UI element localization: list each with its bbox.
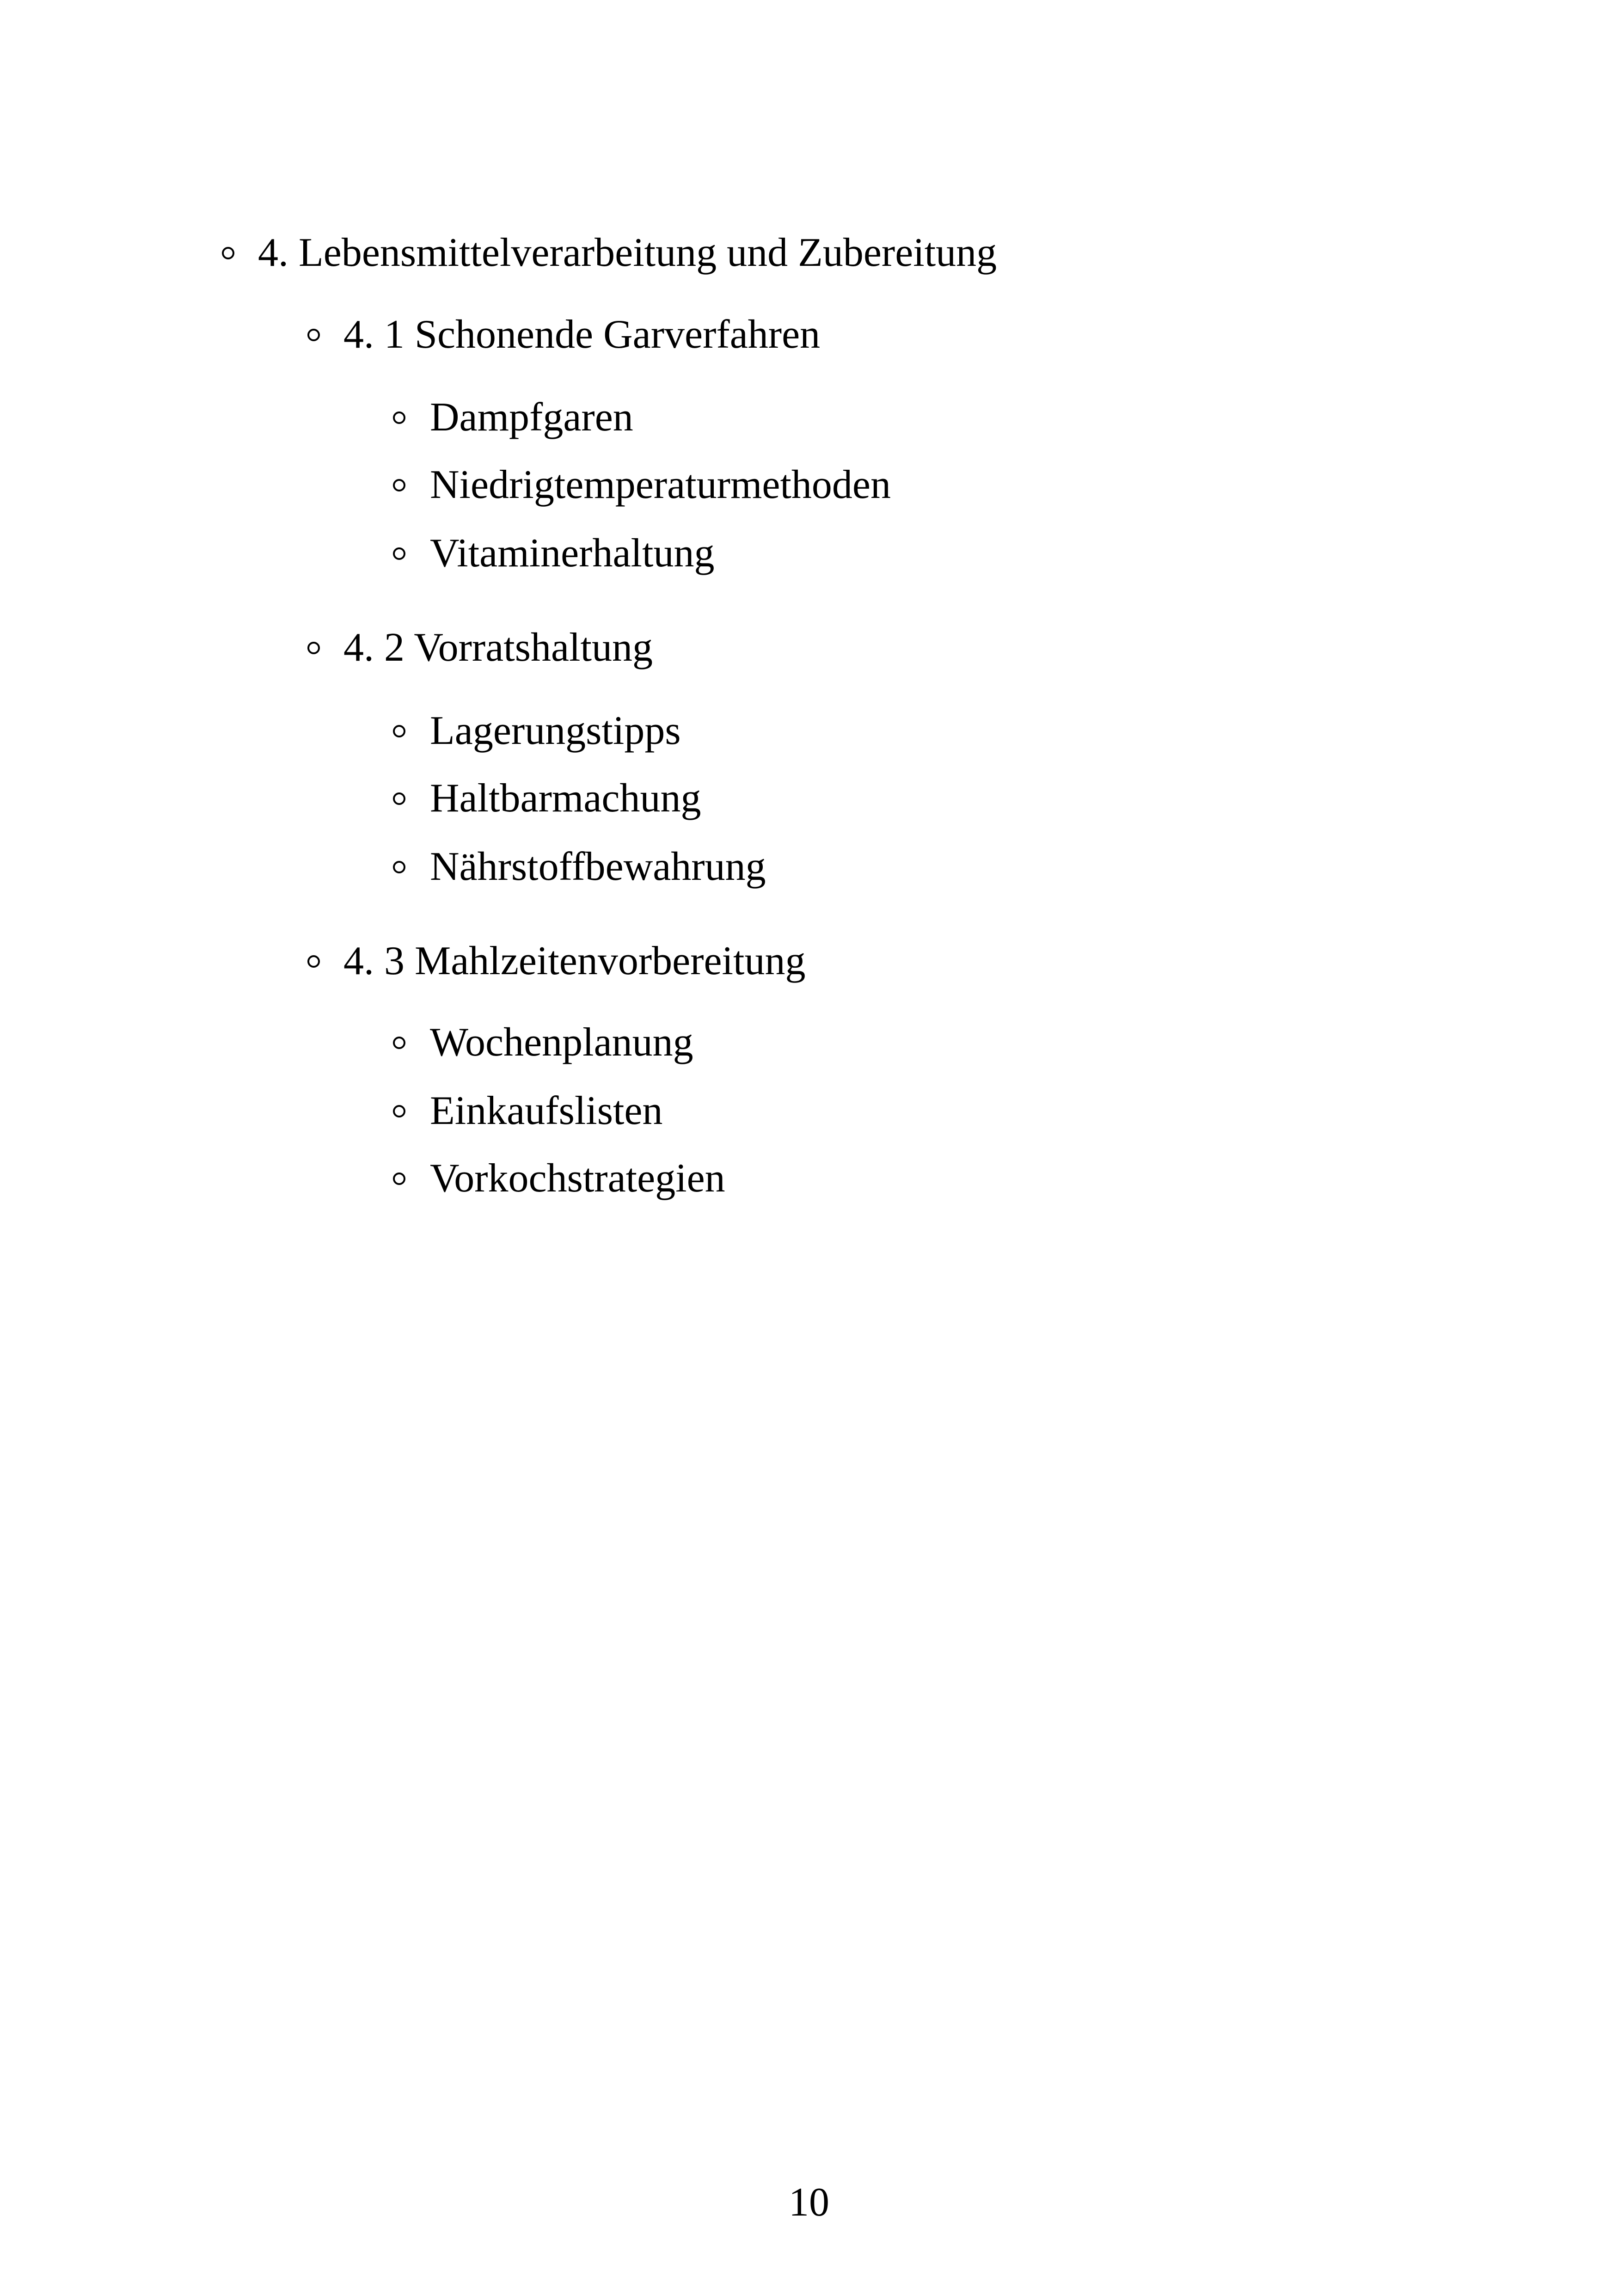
bullet-icon [307, 642, 320, 654]
list-item: Einkaufslisten [430, 1088, 663, 1133]
subsection-title: 4. 3 Mahlzeitenvorbereitung [343, 939, 806, 983]
bullet-icon [307, 329, 320, 341]
bullet-icon [393, 1105, 405, 1117]
list-item: Wochenplanung [430, 1020, 693, 1065]
bullet-icon [307, 955, 320, 968]
section-title: 4. Lebensmittelverarbeitung und Zubereitung [258, 230, 997, 275]
bullet-icon [222, 247, 234, 259]
bullet-icon [393, 861, 405, 873]
bullet-icon [393, 547, 405, 560]
bullet-icon [393, 1037, 405, 1049]
list-item: Nährstoffbewahrung [430, 844, 766, 889]
list-item: Vorkochstrategien [430, 1156, 725, 1201]
list-item: Niedrigtemperaturmethoden [430, 462, 891, 507]
list-item: Dampfgaren [430, 395, 633, 440]
bullet-icon [393, 792, 405, 805]
page-number: 10 [789, 2180, 829, 2225]
bullet-icon [393, 479, 405, 491]
bullet-icon [393, 725, 405, 737]
list-item: Lagerungstipps [430, 708, 681, 753]
subsection-title: 4. 1 Schonende Garverfahren [343, 312, 821, 357]
bullet-icon [393, 1173, 405, 1185]
list-item: Vitaminerhaltung [430, 531, 715, 576]
list-item: Haltbarmachung [430, 776, 701, 821]
subsection-title: 4. 2 Vorratshaltung [343, 625, 653, 670]
bullet-icon [393, 411, 405, 424]
